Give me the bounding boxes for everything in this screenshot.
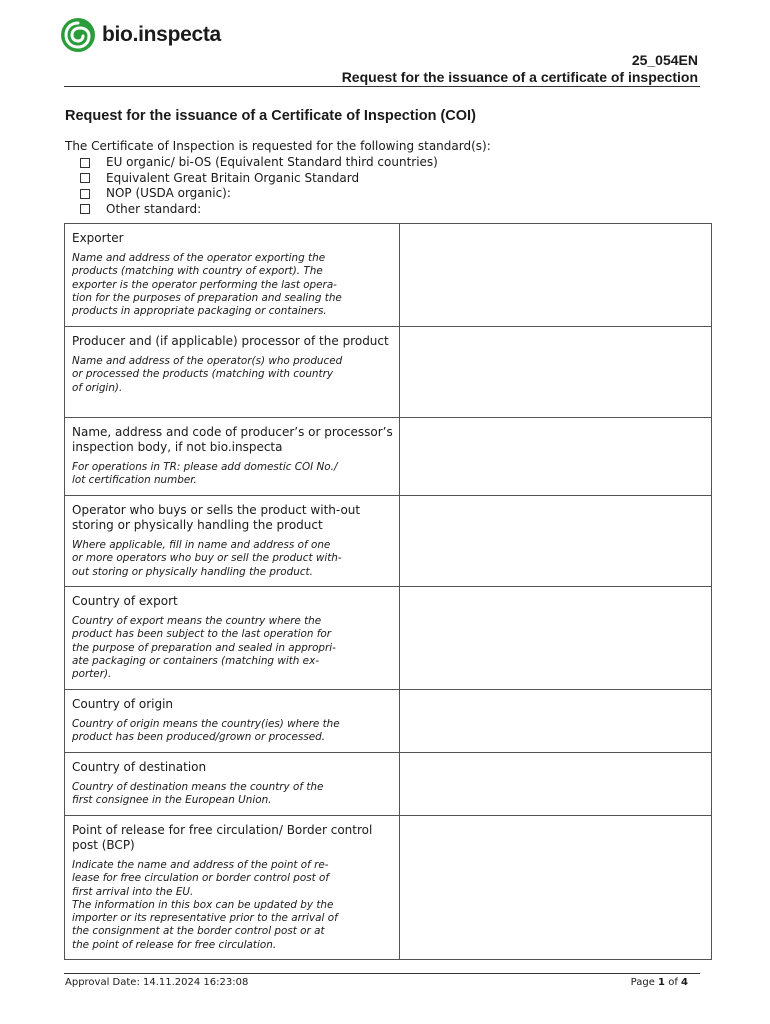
page-title: Request for the issuance of a Certificate of Inspection (COI)	[65, 108, 476, 124]
table-row-country-origin	[65, 690, 712, 753]
standard-option-eu-organic[interactable]	[80, 155, 438, 171]
logo-text: bio.inspecta	[102, 23, 221, 46]
standard-label: NOP (USDA organic):	[106, 186, 231, 200]
field-label-cell	[65, 587, 400, 690]
brand-logo	[60, 14, 221, 56]
field-label-cell	[65, 418, 400, 496]
table-row-trader	[65, 496, 712, 587]
standard-label: Equivalent Great Britain Organic Standard	[106, 170, 360, 185]
standard-label: EU organic/ bi-OS (Equivalent Standard third countries)	[106, 155, 438, 169]
field-label-cell	[65, 690, 400, 753]
standard-label: Other standard:	[106, 201, 202, 216]
table-row-country-export	[65, 587, 712, 690]
standard-option-nop[interactable]	[80, 186, 438, 202]
checkbox-icon[interactable]	[80, 204, 90, 214]
table-row-producer	[65, 327, 712, 418]
field-label: Country of export	[72, 594, 178, 608]
table-row-inspection-body	[65, 418, 712, 496]
bio-inspecta-logo-icon	[60, 17, 96, 53]
field-label: Country of destination	[72, 760, 207, 774]
table-row-point-of-release	[65, 816, 712, 960]
standard-option-gb-organic[interactable]	[80, 171, 438, 187]
checkbox-icon[interactable]	[80, 158, 90, 168]
field-label-cell	[65, 496, 400, 587]
field-hint: For operations in TR: please add domestic COI No./ lot certification number.	[72, 461, 338, 487]
field-label: Exporter	[72, 231, 124, 245]
country-export-input[interactable]	[400, 587, 712, 690]
inspection-body-input[interactable]	[400, 418, 712, 496]
field-label: Name, address and code of producer’s or processor’s inspection body, if not bio.inspecta	[72, 425, 393, 454]
field-hint: Country of destination means the country of the first consignee in the European Union.	[72, 781, 324, 807]
field-hint: Where applicable, fill in name and address of one or more operators who buy or sell the product with- out storing or physically handling the product.	[72, 539, 342, 578]
field-hint: Indicate the name and address of the point of re- lease for free circulation or border control post of first arrival into the EU. The information in this box can be updated by the importer or its representative prior to the arrival of the consignment at the border control post or at the point of release for free circulation.	[72, 859, 338, 951]
field-label: Point of release for free circulation/ Border control post (BCP)	[72, 823, 373, 852]
field-label-cell	[65, 816, 400, 960]
footer-divider	[64, 973, 700, 974]
checkbox-icon[interactable]	[80, 189, 90, 199]
field-hint: Name and address of the operator(s) who produced or processed the products (matching with country of origin).	[72, 355, 343, 394]
field-label-cell	[65, 224, 400, 327]
page-number	[631, 977, 688, 988]
page-of: of	[668, 977, 678, 988]
country-origin-input[interactable]	[400, 690, 712, 753]
table-row-exporter	[65, 224, 712, 327]
field-hint: Country of export means the country where the product has been subject to the last operation for the purpose of preparation and sealed in appropri- ate packaging or containers (matching with ex- porter).	[72, 615, 336, 681]
header-divider	[64, 86, 700, 87]
exporter-input[interactable]	[400, 224, 712, 327]
document-header	[342, 52, 698, 86]
producer-input[interactable]	[400, 327, 712, 418]
point-of-release-input[interactable]	[400, 816, 712, 960]
request-form-table	[64, 223, 712, 960]
standards-list	[80, 155, 438, 217]
field-label-cell	[65, 327, 400, 418]
field-hint: Name and address of the operator exporting the products (matching with country of export). The exporter is the operator performing the last opera- tion for the purposes of preparation and sealing the products in appropriate packaging or containers.	[72, 252, 342, 318]
page-total: 4	[681, 977, 688, 988]
document-header-title: Request for the issuance of a certificate of inspection	[341, 69, 698, 85]
approval-date: Approval Date: 14.11.2024 16:23:08	[65, 977, 249, 988]
table-row-country-destination	[65, 753, 712, 816]
page-prefix: Page	[630, 977, 655, 988]
intro-text: The Certificate of Inspection is requested for the following standard(s):	[65, 139, 491, 153]
checkbox-icon[interactable]	[80, 173, 90, 183]
document-number: 25_054EN	[631, 52, 698, 68]
field-label: Country of origin	[72, 697, 174, 711]
trader-input[interactable]	[400, 496, 712, 587]
field-label: Producer and (if applicable) processor of the product	[72, 334, 389, 348]
country-destination-input[interactable]	[400, 753, 712, 816]
page-current: 1	[658, 977, 666, 988]
field-label-cell	[65, 753, 400, 816]
standard-option-other[interactable]	[80, 202, 438, 218]
field-hint: Country of origin means the country(ies) where the product has been produced/grown or processed.	[72, 718, 340, 744]
field-label: Operator who buys or sells the product with-out storing or physically handling the product	[72, 503, 361, 532]
